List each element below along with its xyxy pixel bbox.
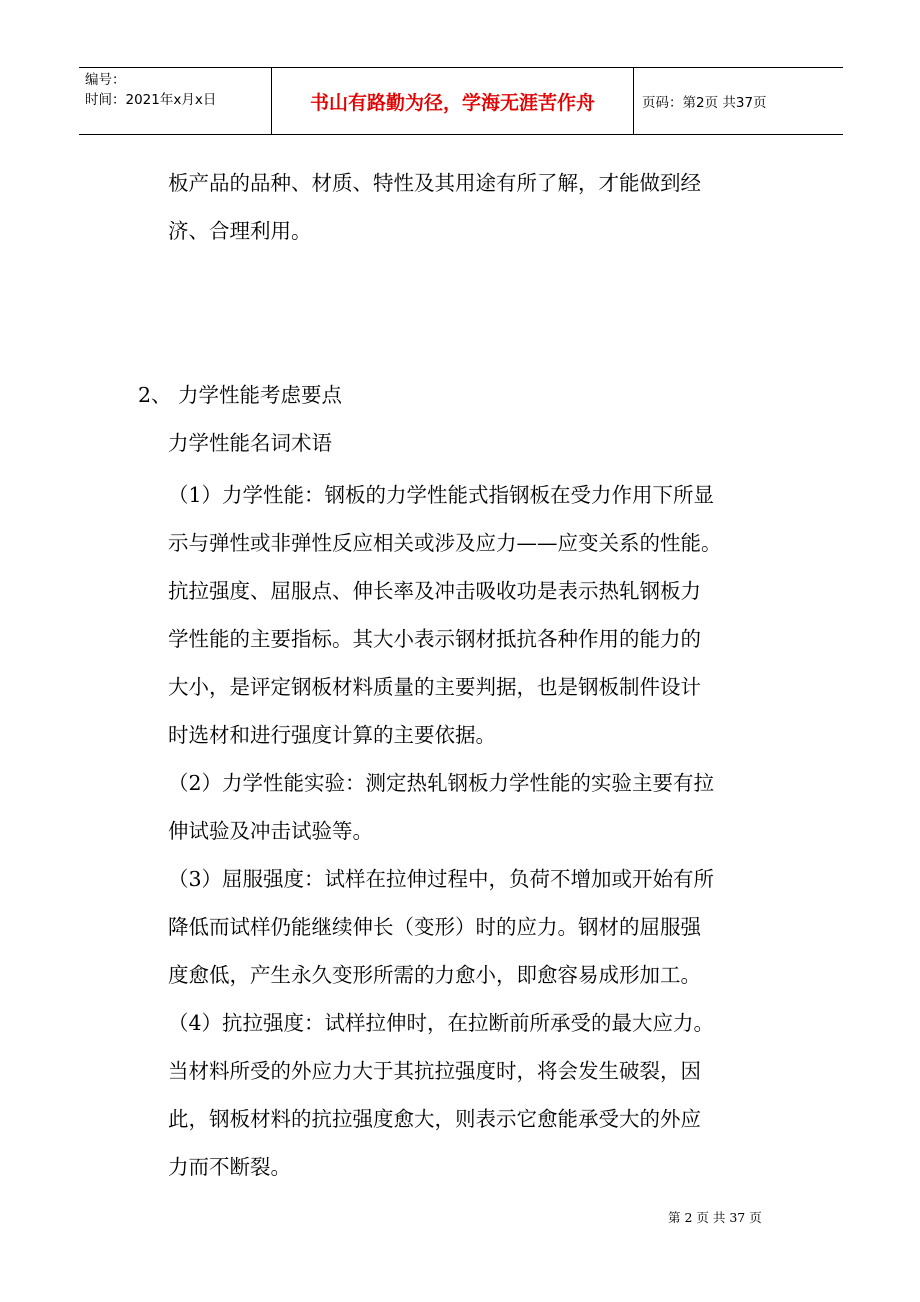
text-line: 伸试验及冲击试验等。 [168,819,373,843]
time-label: 时间：2021年x月x日 [85,92,217,108]
header-motto: 书山有路勤为径，学海无涯苦作舟 [272,68,634,134]
text-line: （4）抗拉强度：试样拉伸时，在拉断前所承受的最大应力。 [168,1011,715,1035]
text-line: 板产品的品种、材质、特性及其用途有所了解，才能做到经 [168,171,701,195]
text-line: （2）力学性能实验：测定热轧钢板力学性能的实验主要有拉 [168,771,715,795]
text-line: 大小，是评定钢板材料质量的主要判据，也是钢板制件设计 [168,675,701,699]
text-line: （1）力学性能：钢板的力学性能式指钢板在受力作用下所显 [168,483,715,507]
section-heading: 2、 力学性能考虑要点 [138,383,343,407]
page-header [79,67,843,135]
text-line: 降低而试样仍能继续伸长（变形）时的应力。钢材的屈服强 [168,915,701,939]
page-footer: 第 2 页 共 37 页 [668,1210,762,1225]
header-meta [79,68,272,134]
text-line: 力而不断裂。 [168,1155,291,1179]
number-label: 编号： [85,72,126,88]
header-page-number: 页码：第2页 共37页 [642,95,767,111]
text-line: 时选材和进行强度计算的主要依据。 [168,723,496,747]
text-line: 学性能的主要指标。其大小表示钢材抵抗各种作用的能力的 [168,627,701,651]
subsection-heading: 力学性能名词术语 [168,431,332,455]
text-line: 度愈低，产生永久变形所需的力愈小，即愈容易成形加工。 [168,963,701,987]
text-line: 当材料所受的外应力大于其抗拉强度时，将会发生破裂，因 [168,1059,701,1083]
text-line: 此，钢板材料的抗拉强度愈大，则表示它愈能承受大的外应 [168,1107,701,1131]
text-line: 示与弹性或非弹性反应相关或涉及应力——应变关系的性能。 [168,531,722,555]
text-line: 抗拉强度、屈服点、伸长率及冲击吸收功是表示热轧钢板力 [168,579,701,603]
text-line: （3）屈服强度：试样在拉伸过程中，负荷不增加或开始有所 [168,867,715,891]
text-line: 济、合理利用。 [168,219,312,243]
